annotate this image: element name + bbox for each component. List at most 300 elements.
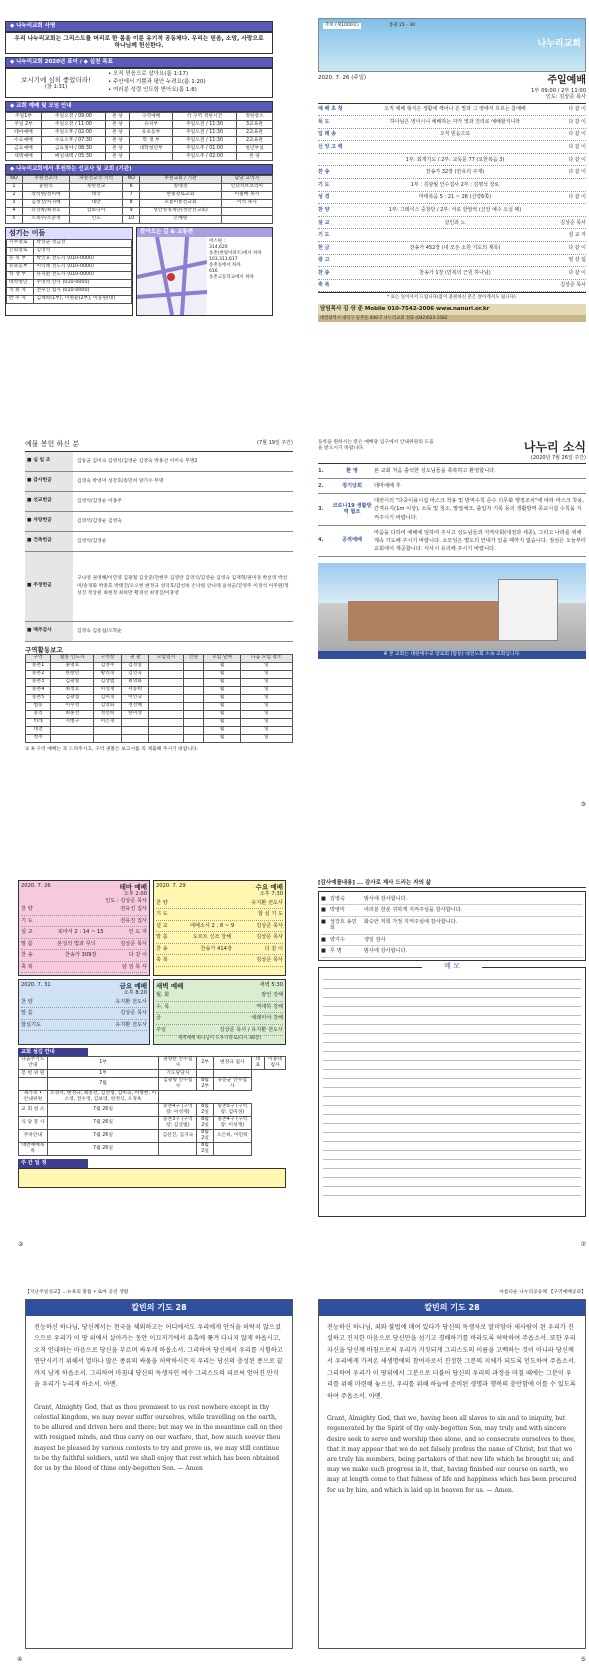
table-cell [183,726,204,734]
order-leader: 다 같 이 [568,269,586,276]
weekly-label: 주보 (제1000호) [325,23,359,28]
table-cell: 김선진, 김지숙 [159,1130,197,1143]
table-cell: 주영석 강사 (010-0000) [34,279,132,287]
motto-ref: (창 1:31) [44,83,68,90]
table-cell: 은퇴장로 [7,247,34,255]
offering-row [25,472,293,492]
table-cell: 10 [123,215,140,223]
table-cell: 각 구역 정한시간 [172,113,236,121]
table-cell: 김세희(1부), 이명순(2부), 이동원(대) [34,295,132,303]
thanks-cell: ■ [321,936,326,943]
order-label: 찬 송 [318,269,330,276]
theme-order [21,904,147,973]
staff-box [5,227,133,316]
table-row [19,1070,286,1078]
order-item [318,141,586,154]
memo-line [323,1070,581,1079]
service-cell: 김상준 목사 [120,940,147,947]
table-cell: 일 [240,686,292,694]
table-cell: 김영주 [94,662,121,670]
page-weekly-services [18,880,286,1248]
table-cell [213,1070,251,1078]
service-cell: 전유진 집사 [120,917,147,924]
table-cell: 홍명호 [51,662,94,670]
service-cell: 합 심 기 도 [258,911,283,918]
table-cell [149,678,183,686]
service-cell: 축 복 [156,957,168,964]
table-cell: 새벽예배 [6,153,42,161]
prayer-korean: 전능하신 하나님, 죄와 불법에 매여 있다가 당신의 독생자로 말미암아 새사람이 된 우리가 진실하고 진지한 마음으로 당신만을 섬기고 경배하기를 바라도록 허락하여 주옵소서. 또한 우리 자신을 당신께 바침으로써 우리가 거짓되게 그리스도의 이름을 고백하는 것이 아니라 당신께서 우리에게 가져온 새생명에의 참여자로서 진정한 그분의 지체가 되도록 인도하여 주옵소서. 그리하여 우리가 이 땅위에서 그분으로 더불어 당신의 우리의 과정을 마칠 때에는 그분이 우리를 위해 마련해 놓으신, 우리를 위해 하늘에 준비된 생명과 행복의 충만함에 이를 수 있도록 하여 주옵소서. 아멘. [327,1323,576,1400]
table-cell [19,1078,48,1091]
table-row [26,694,293,702]
table-cell [121,726,148,734]
table-cell: 주일오후 / 02:00 [41,129,105,137]
offering-label: ■ 맥추감사 [25,622,73,641]
offering-names: 김영석/김영순 이종주 [77,498,122,504]
offering-row [25,552,293,622]
staff-title: 섬기는 이들 [6,228,132,239]
volume-label: 통권 21 - 30 [389,23,416,28]
table-cell: 2 [6,191,23,199]
service-cell: 유지환 전도사 [251,899,283,906]
fri-service [18,979,150,1045]
table-cell: 2부 [197,1057,214,1070]
news-title: 나누리 소식 [523,440,586,454]
page-church-info [5,18,273,398]
table-cell [149,662,183,670]
table-cell: 인터서브코리아 [221,183,272,191]
table-row [6,129,273,137]
table-cell: 본 당 [105,145,129,153]
mission-table [5,175,273,224]
service-cell: 축 복 [21,963,33,970]
order-item [318,280,586,293]
table-cell: 본 당 [105,113,129,121]
table-cell: 9 [123,207,140,215]
table-cell: 조경서, 변정규, 최흥선, 김선형, 김미숙, 이명헌, 이소영, 전수정, 김보영, 한정식, 오경옥 [47,1091,159,1104]
table-header-cell: 다음 모임 장소 [240,654,292,662]
table-cell: 구역예배 [130,113,173,121]
table-cell [51,734,94,742]
table-cell [94,734,121,742]
address-line: 대전광역시 대덕구 송촌동 440-7 나누리교회 전화 (042)623-1582 [318,315,586,322]
table-cell [149,702,183,710]
table-cell: 월 [204,686,240,694]
theme-time: 오후 2:00 [123,891,147,898]
table-cell: 지 휘 자 [7,287,34,295]
table-row [6,215,273,223]
thanks-cell: 생일 감사 [363,936,386,943]
memo-line [323,1142,581,1151]
offering-label: ■ 선교헌금 [25,492,73,511]
thanks-cell: 성강호 송민희 [329,918,357,932]
news-number: 4. [318,537,324,544]
table-cell: 대학청년부 [130,145,173,153]
table-cell: 김미경 [94,694,121,702]
table-cell: 오은희, 이민희 [213,1130,251,1143]
memo-line [323,980,581,989]
table-cell: 월 [204,678,240,686]
order-label: 광 고 [318,257,330,264]
wed-time: 오후 7:30 [259,891,283,898]
table-row [7,279,132,287]
table-row [7,255,132,263]
table-cell: 3 [6,199,23,207]
table-cell: 3교육관 [237,121,273,129]
table-cell: 일 [240,702,292,710]
table-cell: 김광섭 [51,694,94,702]
table-cell: 월 [204,662,240,670]
table-row [6,183,273,191]
table-cell: 김상범 [94,678,121,686]
table-cell: 주일 2부 [6,121,42,129]
service-cell: 찬송가 309장 [64,952,97,959]
table-cell [183,710,204,718]
table-cell: 최영화 [121,678,148,686]
table-header-cell: 후원교회 / 기관 [140,175,222,183]
service-cell: 찬 양 [21,998,33,1005]
table-cell: 박인호 전도사 (010-0000) [34,255,132,263]
table-cell: 금요예배 [6,145,42,153]
order-leader: 다 같 이 [568,169,586,176]
table-row [26,718,293,726]
table-cell: 일 [240,694,292,702]
table-cell [149,726,183,734]
order-item [318,154,586,167]
order-item [318,267,586,280]
table-cell: 테마예배 [6,129,42,137]
goal-item: • 오직 믿음으로 살아요(롬 1:17) [108,71,189,78]
table-cell: 7월 [47,1078,159,1091]
table-cell: 김인숙 [121,670,148,678]
service-row [21,1008,147,1020]
table-cell: 김영석 [34,247,132,255]
table-cell: 봉 헌 위 원 [19,1070,48,1078]
news-content: 본 교회 처음 출석한 성도님들을 축복하고 환영합니다. [374,468,496,475]
service-row [156,955,283,967]
table-cell: 인도 [69,215,122,223]
table-row [6,153,273,161]
order-label: 성 경 [318,194,330,201]
wed-date: 2020. 7. 29 [156,883,186,889]
table-cell [149,710,183,718]
worship-table [5,112,273,161]
table-cell: 권향란 안수집사 [159,1057,197,1070]
table-cell: 유 치 부 [7,255,34,263]
table-cell: 주일1부 [6,113,42,121]
table-row [7,287,132,295]
memo-line [323,1169,581,1178]
news-list [318,463,586,557]
table-cell: 월 [204,670,240,678]
table-cell: 유문균 안수집사 [213,1078,251,1091]
service-cell: 김상준 목사 [256,922,283,929]
fri-title: 금요 예배 [119,982,147,991]
table-cell [183,694,204,702]
service-row [21,997,147,1009]
table-cell: 유초등부 [130,129,173,137]
table-cell: 일 [240,718,292,726]
order-label: 헌 금 [318,244,330,251]
table-row [26,726,293,734]
table-row [19,1078,286,1091]
service-cell: 말 씀 [21,940,33,947]
service-cell: 월, 화 [156,992,170,999]
table-header-cell: 권 찰 [121,654,148,662]
table-cell: 청년부실 [237,145,273,153]
prayer-english: Grant, Almighty God, that as thou promisest to us rest nowhere except in thy celestial kingdom, we may never suffer ourselves, while travelling on the earth, to be allured and driven here and there; but may we in the meantime call on thee with resigned minds, and thus carry on our warfare, that, how much soever thou mayest be pleased by various contests to try and prove us, we may still continue to be thy faithful soldiers, until we shall enjoy that rest which has been obtained for us by the blood of thine only-begotten Son. — Amen [34,1403,283,1472]
table-cell: 한미영 [121,710,148,718]
prayer-title: 칼빈의 기도 28 [26,1300,292,1316]
table-cell: 대전 [26,726,51,734]
service-cell: 예레미야 강해 [251,1015,283,1022]
thanks-row [321,894,583,906]
order-content: 마태복음 5 : 21 ~ 26 (신약6쪽) [418,194,492,201]
table-cell: 한빛장로교회 [140,191,222,199]
church-name: 나누리교회 [537,39,581,49]
table-cell: 김광철 [51,678,94,686]
service-cell: 합심기도 [21,1021,42,1028]
service-cell: 유지환 전도사 [115,1021,147,1028]
table-row [26,702,293,710]
offering-names: 김동균 김미숙 김영석/김영순 김영숙 박홍선 이미숙 무명2 [77,458,198,464]
table-cell: 일 [240,734,292,742]
table-cell [159,1143,197,1156]
table-cell: 월 [204,710,240,718]
table-cell [183,734,204,742]
memo-title: 메 모 [422,962,482,971]
news-intro: 등록을 원하시는 분은 예배당 입구에서 안내위원의 도움을 받으시기 바랍니다. [318,440,434,451]
service-cell: 김상준 목사 [120,1010,147,1017]
order-content: 찬송가 32장 (만유의 주재) [425,169,485,176]
table-cell: 송대경 [140,183,222,191]
prayer-header: 아름다운 나누리공동체 【구역예배공과】 [499,1290,586,1295]
table-row [26,686,293,694]
table-cell: 1 [6,183,23,191]
table-cell: 8월 2부 [197,1078,214,1091]
order-label: 축 복 [318,282,330,289]
service-cell: 주일 [156,1026,167,1033]
photo-caption: ※ 본 교회는 대한예수교 장로회 (합동) 대전노회 소속 교회입니다. [318,651,586,659]
table-cell: 유초등부 [7,263,34,271]
memo-line [323,1160,581,1169]
bus-line: 송촌(한빛아파트)에서 하차 [209,250,262,256]
table-cell: 2교육관 [237,129,273,137]
service-title: 주일예배 [547,75,586,86]
table-cell [183,670,204,678]
page-order-of-worship [318,18,586,398]
table-row [6,191,273,199]
table-cell: 대 표 [251,1057,264,1070]
table-cell: 본 당 [105,153,129,161]
thanks-title: [감사예물내용] ... 감사로 제사 드리는 자의 삶 [318,880,586,888]
table-cell: 김정실 [121,662,148,670]
table-cell: 일 [240,662,292,670]
table-cell: 7 [123,191,140,199]
order-content: 오직 예배 형식은 생활에 깨어나 온 맘과 그 영에서 흐르는 참예배 [384,106,526,113]
wed-title: 수요 예배 [255,883,283,891]
order-item [318,166,586,179]
news-label: 공적예배 [341,537,363,544]
prayer-box [25,1299,293,1649]
order-leader: 영 상 팀 [568,257,586,264]
table-cell: 이필배 목사 [221,191,272,199]
offering-names: 김영숙 김흥섭/오학순 [77,628,122,634]
table-row [6,121,273,129]
prayer-english: Grant, Almighty God, that we, having been all slaves to sin and to iniquity, but regenerated by the Spirit of thy only-begotten Son, may truly and with sincere desire seek to serve and worship thee alone, and so consecrate ourselves to thee, that it may appear that we do not falsely profess the name of Christ, but that we are truly his members, being partakers of that new life which he brought us; and may we make such progress in it, that, having finished our course on earth, we may at length come to that fulness of life and happiness which has been procured for us by him, and which is laid up in heaven for us. — Amen. [327,1415,577,1494]
service-cell: 수, 목 [156,1003,170,1010]
table-cell: 1부 [47,1070,159,1078]
offering-label: ■ 감사헌금 [25,472,73,491]
table-cell [183,678,204,686]
table-cell: 송촌5 [26,694,51,702]
table-cell: 최홍선 [51,710,94,718]
table-cell: 본 당 [105,129,129,137]
order-content: 살인과 노 [444,219,466,226]
service-cell: 로마서 2 : 14 ~ 15 [57,929,104,936]
table-cell: 오목수/조준정 [22,215,69,223]
table-cell: 정한장소 [237,113,273,121]
thanks-cell: 박영미 [329,907,345,914]
service-row [21,962,147,974]
table-cell: 수요오후 / 07:30 [41,137,105,145]
group-table [25,654,293,743]
table-cell: 본 당 [105,137,129,145]
table-row [26,662,293,670]
table-cell: 이성재 [94,686,121,694]
page-number: ③ [580,800,586,808]
worship-title: ◆ 교회 예배 및 모임 안내 [5,101,273,112]
page-offerings [25,440,293,800]
table-cell: 한창민 [51,670,94,678]
table-cell: 주일오전 / 09:00 [41,113,105,121]
table-cell: 송촌1 [26,662,51,670]
memo-line [323,1007,581,1016]
table-cell: 대학청년 [7,279,34,287]
theme-service [18,880,150,976]
table-row [7,295,132,303]
table-row [19,1091,286,1104]
group-title: 구역활동보고 [25,645,63,654]
table-cell: 주일오전 / 11:30 [172,121,236,129]
table-cell: 새가족 • 안내위원 [19,1091,48,1104]
order-item [318,204,586,217]
service-row [156,898,283,910]
table-cell: 송촌4구 (구역장: 이성재) [213,1117,251,1130]
thanks-cell: ■ [321,918,326,925]
order-item [318,116,586,129]
news-content: 대전시의 "다중이용시설 마스크 착용 및 방역수칙 준수 의무화 행정조치"에 따라 마스크 착용, 간격유지(1m 이상), 소독 및 청소, 발열체크, 출입자 기록 등의 생활방역 종교시설 수칙을 지켜주시기 바랍니다. [374,498,584,521]
table-cell [149,686,183,694]
service-cell: 인 도 자 [128,929,147,936]
goals-list [108,71,206,95]
order-label: 기 도 [318,181,330,188]
table-cell [183,662,204,670]
table-cell: 장석현/정미애 [22,191,69,199]
service-cell: 찬 양 [156,899,168,906]
table-header-cell: 활동 인도자 [51,654,94,662]
order-content: 오직 믿음으로 [439,131,471,138]
offering-row [25,532,293,552]
order-item [318,242,586,255]
table-cell [183,718,204,726]
wed-order [156,898,283,967]
table-cell: 태국 [69,191,122,199]
offering-names: 김영숙 박영미 성강호/송민희 양기수 무명 [77,478,164,484]
table-cell [183,686,204,694]
table-cell: 6 [123,183,140,191]
order-item [318,217,586,230]
table-cell [183,702,204,710]
service-cell: 설 교 [21,929,33,936]
table-cell: 유상옥/최경호 [22,207,69,215]
map-box [136,227,273,316]
table-header-cell: NO [123,175,140,183]
order-item [318,129,586,142]
service-cell: 김상준 목사 / 유지환 전도사 [219,1026,283,1033]
thanks-cell: 화승안 저희 가정 지켜주심에 감사합니다. [363,918,458,925]
memo-line [323,1115,581,1124]
dawn-order [156,990,283,1036]
news-item [318,479,586,494]
offering-names: 구나영 권영혜/이민영 김광철 김상준/전현주 김영란 김영식/김영순 김영숙 김재혁/권미경 박선영 박선미/송경화 박종호 박태진/오오현 변정규 성덕호/감선옥 손낙원 안나래 윤성군/진영주 이정석 이주원/정성진 정상원 최현정 최희만 황경선 최영진/이충영 [77,576,289,596]
table-cell: 김광형 안수집사 [159,1078,197,1091]
service-cell: 다 같 이 [264,945,283,952]
memo-line [323,1151,581,1160]
intro-text: 우리 나누리교회는 그리스도를 머리로 한 몸을 이룬 유기적 공동체다. 우리는 믿음, 소망, 사랑으로 하나님께 헌신한다. [5,32,273,54]
service-row [21,916,147,928]
order-leader: 다 같 이 [568,118,586,125]
news-item [318,464,586,479]
duty-title: 교회 섬김 안내 [18,1048,88,1057]
pastor-line: 담임목사 김 상 준 Mobile 010-7542-2006 www.nanuri.or.kr [318,304,586,315]
memo-line [323,1016,581,1025]
table-cell: 북한선교 [69,183,122,191]
service-cell: 금 [156,1015,162,1022]
table-cell: 1부 [47,1057,159,1070]
service-row [21,904,147,916]
table-cell: 송촌3 [26,678,51,686]
table-cell: 이덕례 전도사 (010-0000) [34,263,132,271]
service-cell: 김상준 목사 [256,957,283,964]
theme-title: 테마 예배 [119,883,147,891]
service-cell: 전유진 집사 [120,906,147,913]
fri-order [21,997,147,1032]
table-cell: 정선혜 [121,702,148,710]
memo-line [323,971,581,980]
table-cell: 송촌4 [26,686,51,694]
service-cell: 역대하 강해 [256,1003,283,1010]
table-cell: 이석 목사 [221,199,272,207]
offering-row [25,492,293,512]
wed-service [153,880,286,976]
table-cell: 모롬이롱선교회 [140,199,222,207]
service-cell: 본성의 법과 무늬 [57,940,96,947]
table-header-cell: 파송선교국·지역 [69,175,122,183]
bus-line: 송촌고등학교에서 하차 [209,275,254,281]
order-content: 하나님은 영이시니 예배하는 자가 영과 진리로 예배할지니라 [389,118,521,125]
table-cell: 일 [240,710,292,718]
service-row [156,944,283,956]
order-content: 1부 : 김광월 안수집사 2부 : 김명석 장로 [410,181,500,188]
order-leader: 김상준 목사 [560,219,586,226]
service-cell: 다 같 이 [128,952,147,959]
order-label: 설 교 [318,219,330,226]
table-cell: 대만 [69,199,122,207]
page-number: ⑤ [580,1655,586,1663]
table-row [7,247,132,255]
table-cell: 8월 2일 [197,1117,214,1130]
